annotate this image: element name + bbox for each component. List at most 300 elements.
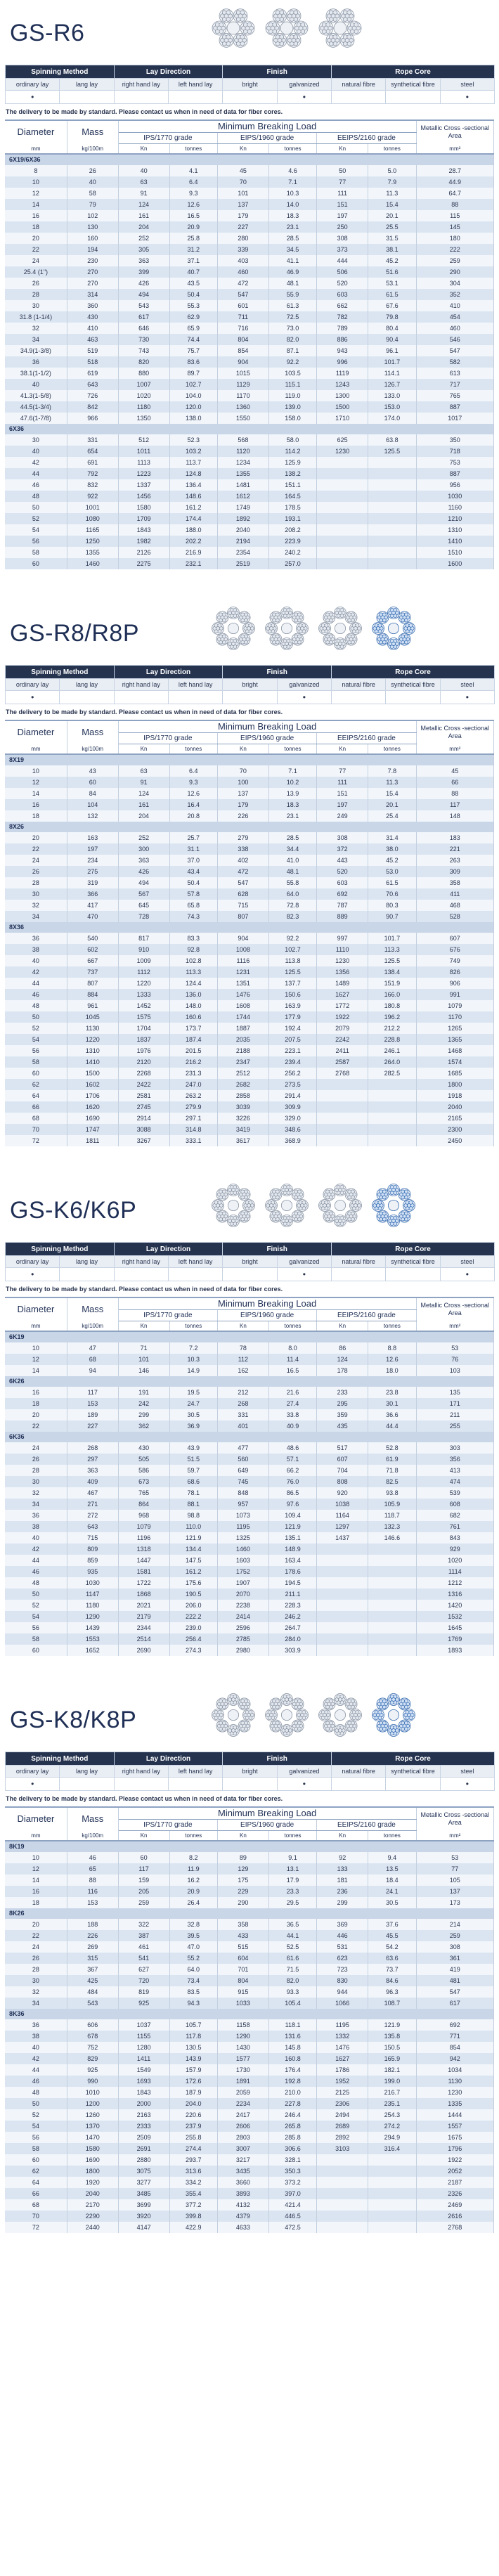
spec-mark-cell [386, 1778, 440, 1791]
table-cell: 101.7 [368, 356, 416, 368]
table-cell: 8.0 [268, 1342, 316, 1354]
product-header [0, 0, 499, 65]
table-cell: 121.9 [368, 2019, 416, 2031]
spec-sub-cell: synthetical fibre [386, 79, 440, 91]
table-cell: 3920 [118, 2211, 169, 2222]
mass-header: Mass [67, 1807, 118, 1831]
table-cell: 40 [118, 165, 169, 176]
table-cell: 20.9 [169, 1886, 217, 1897]
table-cell: 1007 [118, 379, 169, 390]
spec-mark-cell: • [277, 91, 331, 104]
table-cell: 174.4 [169, 513, 217, 524]
mbl-header: Minimum Breaking Load [118, 120, 416, 133]
table-cell: 66.2 [268, 1465, 316, 1476]
table-cell: 43.5 [169, 278, 217, 289]
table-cell: 88 [416, 199, 493, 210]
table-cell: 80.4 [368, 323, 416, 334]
spec-mark-cell: • [277, 1778, 331, 1791]
table-cell: 26 [5, 1953, 67, 1964]
table-cell: 60 [118, 1852, 169, 1863]
spec-mark-cell [332, 1778, 386, 1791]
table-cell: 68 [5, 2199, 67, 2211]
table-cell: 2880 [118, 2154, 169, 2166]
table-cell: 419 [416, 1964, 493, 1975]
table-row [5, 944, 494, 955]
table-cell: 132.3 [368, 1521, 416, 1532]
table-cell: 1460 [217, 1543, 268, 1555]
table-cell: 520 [317, 278, 368, 289]
table-cell: 1476 [317, 2042, 368, 2053]
table-cell: 72.8 [268, 900, 316, 911]
table-cell: 56 [5, 2132, 67, 2143]
table-cell: 1675 [416, 2132, 493, 2143]
table-cell: 603 [317, 289, 368, 300]
table-cell: 1439 [67, 1622, 118, 1633]
spec-sub-row [6, 679, 495, 691]
table-cell [317, 468, 368, 479]
unit-header: Kn [317, 144, 368, 155]
table-cell: 730 [118, 334, 169, 345]
table-cell: 45.5 [368, 1930, 416, 1941]
table-cell: 135.1 [268, 1532, 316, 1543]
spec-mark-cell: • [277, 691, 331, 704]
delivery-note: The delivery to be made by standard. Please contact us when in need of data for fiber cores. [6, 1795, 283, 1802]
table-cell: 202.2 [169, 536, 217, 547]
table-cell: 175.6 [169, 1577, 217, 1588]
table-cell: 72 [5, 1135, 67, 1146]
table-row [5, 866, 494, 877]
table-cell: 48 [5, 1000, 67, 1011]
rope-images [211, 6, 363, 51]
table-cell: 252 [118, 233, 169, 244]
table-cell: 368.9 [268, 1135, 316, 1146]
delivery-note: The delivery to be made by standard. Please contact us when in need of data for fiber cores. [6, 1286, 283, 1293]
table-cell: 925 [118, 1998, 169, 2009]
table-cell [368, 558, 416, 569]
table-cell [317, 1600, 368, 1611]
table-cell: 137 [416, 1886, 493, 1897]
spec-sub-row [6, 1766, 495, 1778]
area-header: Metallic Cross -sectional Area [416, 120, 493, 144]
table-row [5, 1964, 494, 1975]
table-cell: 82.0 [268, 334, 316, 345]
table-cell: 24 [5, 1941, 67, 1953]
table-cell: 308 [317, 233, 368, 244]
table-cell: 1066 [317, 1998, 368, 2009]
table-cell: 1180 [118, 401, 169, 413]
rope-cross-section-icon [211, 1692, 256, 1737]
table-cell: 309.9 [268, 1101, 316, 1113]
table-cell: 34 [5, 1998, 67, 2009]
table-cell: 782 [317, 311, 368, 323]
table-cell: 399 [118, 266, 169, 278]
rope-cross-section-icon [318, 1183, 363, 1228]
table-cell: 14 [5, 199, 67, 210]
table-cell: 124.4 [169, 978, 217, 989]
table-cell: 956 [416, 479, 493, 491]
table-cell: 541 [118, 1953, 169, 1964]
table-cell: 1430 [217, 2042, 268, 2053]
table-cell: 114.2 [268, 446, 316, 457]
table-cell: 103.5 [268, 368, 316, 379]
table-cell: 1290 [217, 2031, 268, 2042]
table-cell: 1612 [217, 491, 268, 502]
table-cell: 44 [5, 2064, 67, 2076]
spec-sub-cell: lang lay [60, 1766, 114, 1778]
spec-sub-cell: ordinary lay [6, 79, 60, 91]
spec-header-cell: Finish [223, 1752, 332, 1766]
table-cell: 662 [317, 300, 368, 311]
table-cell: 3419 [217, 1124, 268, 1135]
spec-sub-cell: galvanized [277, 1256, 331, 1268]
table-cell: 295 [317, 1398, 368, 1409]
table-cell: 1982 [118, 536, 169, 547]
table-cell: 83.6 [169, 356, 217, 368]
spec-sub-cell: right hand lay [114, 1256, 168, 1268]
table-cell: 16.4 [169, 799, 217, 810]
table-cell: 2021 [118, 1600, 169, 1611]
unit-header-row [5, 744, 494, 755]
table-cell: 826 [416, 966, 493, 978]
table-row [5, 188, 494, 199]
table-cell [317, 1135, 368, 1146]
table-cell: 9.1 [268, 1852, 316, 1863]
table-cell: 517 [317, 1442, 368, 1454]
table-cell: 1706 [67, 1090, 118, 1101]
table-cell: 34.4 [268, 843, 316, 855]
spec-sub-cell: synthetical fibre [386, 1766, 440, 1778]
table-cell: 1250 [67, 536, 118, 547]
table-cell: 121.9 [268, 1521, 316, 1532]
table-cell: 358 [416, 877, 493, 888]
spec-table [5, 1242, 495, 1281]
table-cell: 2347 [217, 1056, 268, 1068]
table-cell: 1722 [118, 1577, 169, 1588]
table-cell: 2745 [118, 1101, 169, 1113]
unit-header: Kn [317, 1321, 368, 1332]
table-row [5, 1068, 494, 1079]
table-cell: 78.1 [169, 1487, 217, 1499]
spec-mark-row [6, 1778, 495, 1791]
table-cell: 246.2 [268, 1611, 316, 1622]
table-cell: 259 [118, 1897, 169, 1908]
table-cell: 54 [5, 2121, 67, 2132]
table-cell: 30 [5, 1476, 67, 1487]
unit-header: Kn [118, 1321, 169, 1332]
table-cell: 163.4 [268, 1555, 316, 1566]
table-cell [317, 1101, 368, 1113]
table-cell: 48.1 [268, 278, 316, 289]
table-cell: 1290 [67, 1611, 118, 1622]
table-cell: 968 [118, 1510, 169, 1521]
spec-mark-cell: • [440, 691, 494, 704]
table-cell: 494 [118, 289, 169, 300]
unit-header: Kn [118, 744, 169, 755]
table-cell: 53 [416, 1342, 493, 1354]
table-cell: 1195 [317, 2019, 368, 2031]
rope-cross-section-icon [211, 6, 256, 51]
table-cell: 859 [67, 1555, 118, 1566]
table-cell [368, 1079, 416, 1090]
table-cell: 316.4 [368, 2143, 416, 2154]
unit-header: tonnes [268, 1831, 316, 1842]
table-cell: 8.8 [368, 1342, 416, 1354]
table-cell: 40 [5, 955, 67, 966]
table-cell: 843 [416, 1532, 493, 1543]
table-cell: 214 [416, 1919, 493, 1930]
table-cell: 58 [5, 2143, 67, 2154]
table-cell: 36 [5, 1510, 67, 1521]
table-cell: 97.6 [268, 1499, 316, 1510]
area-header: Metallic Cross -sectional Area [416, 1297, 493, 1321]
table-cell: 628 [217, 888, 268, 900]
table-cell: 24 [5, 255, 67, 266]
table-cell: 649 [217, 1465, 268, 1476]
table-cell: 377.2 [169, 2199, 217, 2211]
table-cell: 1300 [317, 390, 368, 401]
table-cell [317, 2188, 368, 2199]
table-cell: 531 [317, 1941, 368, 1953]
table-cell: 2587 [317, 1056, 368, 1068]
table-cell: 29.5 [268, 1897, 316, 1908]
table-cell: 89.7 [169, 368, 217, 379]
table-cell: 234 [67, 855, 118, 866]
table-cell: 92.2 [268, 356, 316, 368]
group-row [5, 1841, 494, 1852]
table-cell: 2914 [118, 1113, 169, 1124]
table-cell: 51.5 [169, 1454, 217, 1465]
table-row [5, 2064, 494, 2076]
table-cell: 162 [217, 1365, 268, 1376]
table-cell: 12.6 [169, 199, 217, 210]
table-cell: 1325 [217, 1532, 268, 1543]
table-cell: 403 [217, 255, 268, 266]
table-row [5, 1090, 494, 1101]
table-cell: 299 [118, 1409, 169, 1420]
table-cell: 82.0 [268, 1975, 316, 1986]
table-cell: 20 [5, 1409, 67, 1420]
table-cell: 71.8 [368, 1465, 416, 1476]
group-label: 8K19 [5, 1841, 494, 1852]
table-row [5, 244, 494, 255]
table-cell: 1500 [67, 1068, 118, 1079]
table-cell: 625 [317, 434, 368, 446]
table-cell: 120.0 [169, 401, 217, 413]
table-cell: 18.4 [368, 1875, 416, 1886]
table-row [5, 2211, 494, 2222]
group-label: 6K36 [5, 1432, 494, 1442]
table-row [5, 810, 494, 822]
table-cell: 90.7 [368, 911, 416, 922]
table-cell: 56 [5, 1622, 67, 1633]
table-cell: 315 [67, 1953, 118, 1964]
table-cell: 1577 [217, 2053, 268, 2064]
table-cell: 1744 [217, 1011, 268, 1023]
table-cell: 1155 [118, 2031, 169, 2042]
table-cell: 1976 [118, 1045, 169, 1056]
unit-header: mm [5, 744, 67, 755]
table-cell: 11.9 [169, 1863, 217, 1875]
table-cell: 717 [416, 379, 493, 390]
table-row [5, 966, 494, 978]
rope-cross-section-icon [264, 6, 309, 51]
spec-mark-cell [60, 1778, 114, 1791]
table-cell: 18.3 [268, 799, 316, 810]
table-cell: 79.8 [368, 311, 416, 323]
table-cell: 402 [217, 855, 268, 866]
table-cell: 44 [5, 978, 67, 989]
table-cell: 12 [5, 777, 67, 788]
table-cell: 1730 [217, 2064, 268, 2076]
table-cell: 66 [416, 777, 493, 788]
table-cell: 63.6 [368, 1953, 416, 1964]
table-cell: 1411 [118, 2053, 169, 2064]
table-cell: 1332 [317, 2031, 368, 2042]
table-cell: 50.4 [169, 877, 217, 888]
table-cell: 1110 [317, 944, 368, 955]
table-cell: 40.9 [268, 1420, 316, 1432]
table-cell: 237.9 [169, 2121, 217, 2132]
table-row [5, 1863, 494, 1875]
product-title: GS-K6/K6P [10, 1197, 137, 1224]
group-row [5, 1432, 494, 1442]
table-cell: 692 [416, 2019, 493, 2031]
table-cell: 64 [5, 2177, 67, 2188]
table-cell [317, 1113, 368, 1124]
table-cell: 1223 [118, 468, 169, 479]
table-row [5, 1442, 494, 1454]
table-cell [368, 1633, 416, 1645]
section-gap [0, 569, 499, 600]
table-cell: 264.0 [368, 1056, 416, 1068]
table-row [5, 1986, 494, 1998]
table-cell: 32 [5, 323, 67, 334]
table-cell: 174.0 [368, 413, 416, 424]
table-cell [317, 2211, 368, 2222]
table-cell: 228.3 [268, 1600, 316, 1611]
grade-header: IPS/1770 grade [118, 133, 217, 144]
table-cell: 111 [317, 188, 368, 199]
table-cell: 32 [5, 1986, 67, 1998]
table-cell: 31.2 [169, 244, 217, 255]
table-cell: 904 [217, 933, 268, 944]
table-cell: 34.5 [268, 244, 316, 255]
table-cell: 250 [317, 221, 368, 233]
table-cell: 1922 [416, 2154, 493, 2166]
table-cell: 1444 [416, 2109, 493, 2121]
table-cell: 1627 [317, 989, 368, 1000]
table-cell: 84 [67, 788, 118, 799]
table-cell: 14.0 [268, 199, 316, 210]
table-cell: 929 [416, 1543, 493, 1555]
table-row [5, 1852, 494, 1863]
table-cell: 1180 [67, 1600, 118, 1611]
spec-header-cell: Rope Core [332, 1243, 495, 1256]
table-cell: 96.3 [368, 1986, 416, 1998]
table-row [5, 1465, 494, 1476]
table-cell: 161 [118, 799, 169, 810]
table-cell: 124 [317, 1354, 368, 1365]
table-cell: 1370 [67, 2121, 118, 2132]
table-cell: 197 [317, 210, 368, 221]
spec-mark-cell [386, 1268, 440, 1281]
table-cell: 73.0 [268, 323, 316, 334]
table-cell: 65 [67, 1863, 118, 1875]
table-cell: 279 [217, 832, 268, 843]
product-header [0, 1177, 499, 1242]
table-cell: 58 [5, 1056, 67, 1068]
table-cell: 61.6 [268, 1953, 316, 1964]
table-cell: 48 [5, 2087, 67, 2098]
spec-header-cell: Rope Core [332, 1752, 495, 1766]
table-cell: 460 [217, 266, 268, 278]
table-cell: 135.8 [368, 2031, 416, 2042]
table-cell: 904 [217, 356, 268, 368]
table-cell: 284.0 [268, 1633, 316, 1645]
table-cell: 1008 [217, 944, 268, 955]
table-cell: 2333 [118, 2121, 169, 2132]
table-cell: 222.2 [169, 1611, 217, 1622]
table-cell: 179 [217, 799, 268, 810]
table-cell: 31.4 [368, 832, 416, 843]
spec-mark-cell [332, 91, 386, 104]
table-cell [368, 502, 416, 513]
table-cell: 2803 [217, 2132, 268, 2143]
table-cell: 102.7 [268, 944, 316, 955]
table-cell: 34 [5, 911, 67, 922]
table-cell: 1811 [67, 1135, 118, 1146]
table-cell: 23.1 [268, 810, 316, 822]
table-cell: 16.5 [268, 1365, 316, 1376]
table-cell: 117 [416, 799, 493, 810]
table-cell [368, 2188, 416, 2199]
table-cell: 223.1 [268, 1045, 316, 1056]
table-cell: 125.5 [368, 955, 416, 966]
table-cell: 282.5 [368, 1068, 416, 1079]
table-cell: 275 [67, 866, 118, 877]
table-cell: 1600 [416, 558, 493, 569]
table-cell: 37.0 [169, 855, 217, 866]
table-cell: 145 [416, 221, 493, 233]
table-cell: 72.5 [268, 311, 316, 323]
product-title: GS-R6 [10, 20, 85, 46]
table-cell: 627 [118, 1964, 169, 1975]
table-row [5, 1398, 494, 1409]
table-cell: 1887 [217, 1023, 268, 1034]
table-cell: 2417 [217, 2109, 268, 2121]
table-cell: 2052 [416, 2166, 493, 2177]
table-cell: 1749 [217, 502, 268, 513]
table-cell: 118.7 [368, 1510, 416, 1521]
table-cell: 86.5 [268, 1487, 316, 1499]
table-row [5, 2222, 494, 2233]
table-cell: 13.9 [268, 788, 316, 799]
spec-sub-cell: galvanized [277, 1766, 331, 1778]
table-cell: 38.1 [368, 244, 416, 255]
table-cell: 446.5 [268, 2211, 316, 2222]
grade-header: EIPS/1960 grade [217, 733, 316, 744]
table-cell [368, 547, 416, 558]
table-cell: 297.1 [169, 1113, 217, 1124]
table-cell: 18 [5, 1398, 67, 1409]
spec-mark-row [6, 91, 495, 104]
table-cell [368, 1645, 416, 1656]
spec-header-cell: Lay Direction [114, 666, 223, 679]
table-cell: 52 [5, 2109, 67, 2121]
table-cell: 718 [416, 446, 493, 457]
table-cell: 67.6 [368, 300, 416, 311]
table-row [5, 1611, 494, 1622]
